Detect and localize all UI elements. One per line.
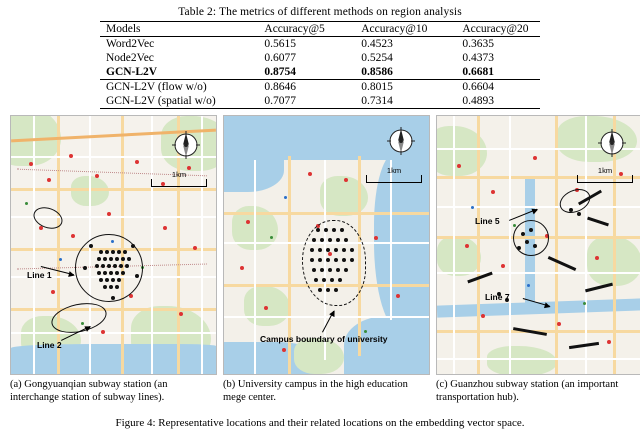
table-row (100, 37, 540, 52)
cell-acc10: 0.7314 (355, 94, 456, 109)
cell-acc5: 0.6077 (264, 52, 297, 64)
annotation-label-line2: Line 2 (37, 340, 62, 350)
figure-b (223, 115, 428, 404)
col-header-acc5: Accuracy@5 (258, 22, 355, 37)
annotation-label-line5: Line 5 (475, 216, 500, 226)
cell-acc20: 0.4893 (456, 94, 540, 109)
campus-boundary (302, 220, 366, 306)
cell-acc10: 0.4523 (355, 37, 456, 52)
map-image-a (10, 115, 217, 375)
cell-acc5: 0.8646 (264, 81, 297, 93)
cell-acc10: 0.5254 (361, 52, 393, 64)
scale-bar-label: 1km (597, 166, 613, 175)
table-row (100, 65, 540, 80)
cell-model: GCN-L2V (spatial w/o) (100, 94, 258, 109)
cell-acc10: 0.8586 (355, 65, 456, 80)
cell-acc20: 0.6681 (456, 65, 540, 80)
table-row (100, 94, 540, 109)
table-section (0, 0, 640, 109)
compass-icon (597, 128, 627, 158)
compass-icon (386, 126, 416, 156)
cell-model: Word2Vec (100, 37, 258, 52)
metrics-table (100, 21, 540, 109)
figure-c (436, 115, 640, 404)
scale-bar (366, 166, 422, 183)
figure-a (10, 115, 215, 404)
cell-model: GCN-L2V (flow w/o) (106, 81, 207, 93)
table-caption: Table 2: The metrics of different methods on region analysis (178, 6, 462, 18)
cell-acc20: 0.4373 (462, 52, 494, 64)
highlight-circle (513, 220, 549, 256)
map-image-b (223, 115, 430, 375)
compass-icon (171, 130, 201, 160)
figure-caption: Figure 4: Representative locations and their related locations on the embedding vector space. (115, 417, 525, 429)
table-header-row (100, 22, 540, 37)
cell-acc10: 0.8015 (361, 81, 393, 93)
scale-bar (151, 170, 207, 187)
cell-acc20: 0.3635 (456, 37, 540, 52)
scale-bar-label: 1km (171, 170, 187, 179)
col-header-models: Models (100, 22, 258, 37)
scale-bar (577, 166, 633, 183)
cell-model: Node2Vec (106, 52, 154, 64)
figure-row (0, 109, 640, 404)
scale-bar-label: 1km (386, 166, 402, 175)
cell-acc5: 0.7077 (258, 94, 355, 109)
map-image-c (436, 115, 640, 375)
figure-a-caption: (a) Gongyuanqian subway station (an interchange station of subway lines). (10, 379, 168, 403)
figure-c-caption: (c) Guanzhou subway station (an important transportation hub). (436, 379, 619, 403)
col-header-acc20: Accuracy@20 (456, 22, 540, 37)
cell-acc5: 0.8754 (258, 65, 355, 80)
table-row (100, 51, 540, 65)
col-header-acc10: Accuracy@10 (355, 22, 456, 37)
cell-acc5: 0.5615 (258, 37, 355, 52)
annotation-label-line7: Line 7 (485, 292, 510, 302)
table-row (100, 80, 540, 95)
figure-b-caption: (b) University campus in the high education mege center. (223, 379, 408, 403)
cell-acc20: 0.6604 (462, 81, 494, 93)
annotation-label-campus: Campus boundary of university (260, 334, 388, 344)
annotation-label-line1: Line 1 (27, 270, 52, 280)
highlight-circle (75, 234, 143, 302)
cell-model: GCN-L2V (100, 65, 258, 80)
